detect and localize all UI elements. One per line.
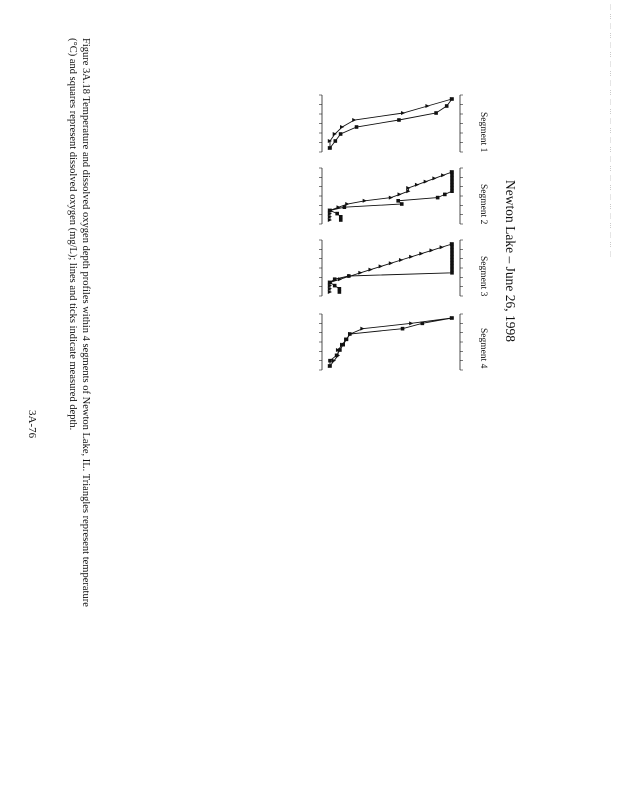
side-print: … … … … … … … … … … … … … … … … … … … … … … … … … … … (608, 4, 614, 258)
square-point (450, 183, 454, 187)
square-point (434, 111, 438, 115)
square-point (450, 186, 454, 190)
triangle-point (389, 261, 393, 265)
square-point (436, 196, 440, 200)
triangle-point (352, 118, 356, 122)
triangle-point (379, 264, 383, 268)
triangle-point (398, 192, 402, 196)
triangle-point (368, 268, 372, 272)
triangle-point (363, 199, 367, 203)
square-point (334, 139, 338, 143)
square-point (355, 125, 359, 129)
square-point (396, 199, 400, 203)
square-point (338, 290, 342, 294)
square-point (450, 268, 454, 272)
triangle-series-line (330, 244, 452, 292)
triangle-point (415, 183, 419, 187)
square-point (397, 118, 401, 122)
square-point (338, 287, 342, 291)
square-point (450, 180, 454, 184)
segment-4-label: Segment 4 (478, 328, 488, 369)
triangle-series-line (330, 99, 452, 148)
segment-2-label: Segment 2 (478, 184, 488, 225)
square-point (450, 255, 454, 259)
square-point (339, 215, 343, 219)
caption-line-1: Figure 3A.18 Temperature and dissolved oxygen depth profiles within 4 segments of Newton Lake, IL. Triangles represent temperature (80, 38, 91, 607)
square-point (450, 173, 454, 177)
triangle-point (409, 255, 413, 259)
triangle-point (360, 327, 364, 331)
square-point (400, 202, 404, 206)
square-point (450, 258, 454, 262)
triangle-point (389, 196, 393, 200)
triangle-point (345, 202, 349, 206)
triangle-point (401, 111, 405, 115)
triangle-point (419, 252, 423, 256)
square-series-line (330, 244, 452, 292)
square-point (401, 327, 405, 331)
segment-1-label: Segment 1 (478, 112, 488, 153)
square-point (450, 249, 454, 253)
triangle-point (424, 180, 428, 184)
triangle-point (340, 125, 344, 129)
square-point (445, 104, 449, 108)
square-point (450, 177, 454, 181)
square-point (339, 218, 343, 222)
square-point (335, 212, 339, 216)
square-point (339, 132, 343, 136)
triangle-point (358, 271, 362, 275)
segment-3-label: Segment 3 (478, 256, 488, 297)
triangle-series-line (330, 318, 452, 366)
square-point (450, 261, 454, 265)
square-point (450, 252, 454, 256)
square-point (333, 284, 337, 288)
square-point (443, 193, 447, 197)
square-point (450, 271, 454, 275)
page-number: 3A-76 (26, 410, 38, 439)
triangle-point (399, 258, 403, 262)
triangle-point (425, 104, 429, 108)
triangle-point (409, 321, 413, 325)
triangle-point (440, 245, 444, 249)
triangle-point (432, 176, 436, 180)
square-point (450, 265, 454, 269)
square-point (450, 189, 454, 193)
square-point (328, 359, 332, 363)
triangle-point (441, 173, 445, 177)
figure-title: Newton Lake – June 26, 1998 (503, 180, 518, 342)
square-point (450, 245, 454, 249)
caption-line-2: (°C) and squares represent dissolved oxygen (mg/L); lines and ticks indicate measured depth. (67, 38, 78, 431)
triangle-point (429, 248, 433, 252)
